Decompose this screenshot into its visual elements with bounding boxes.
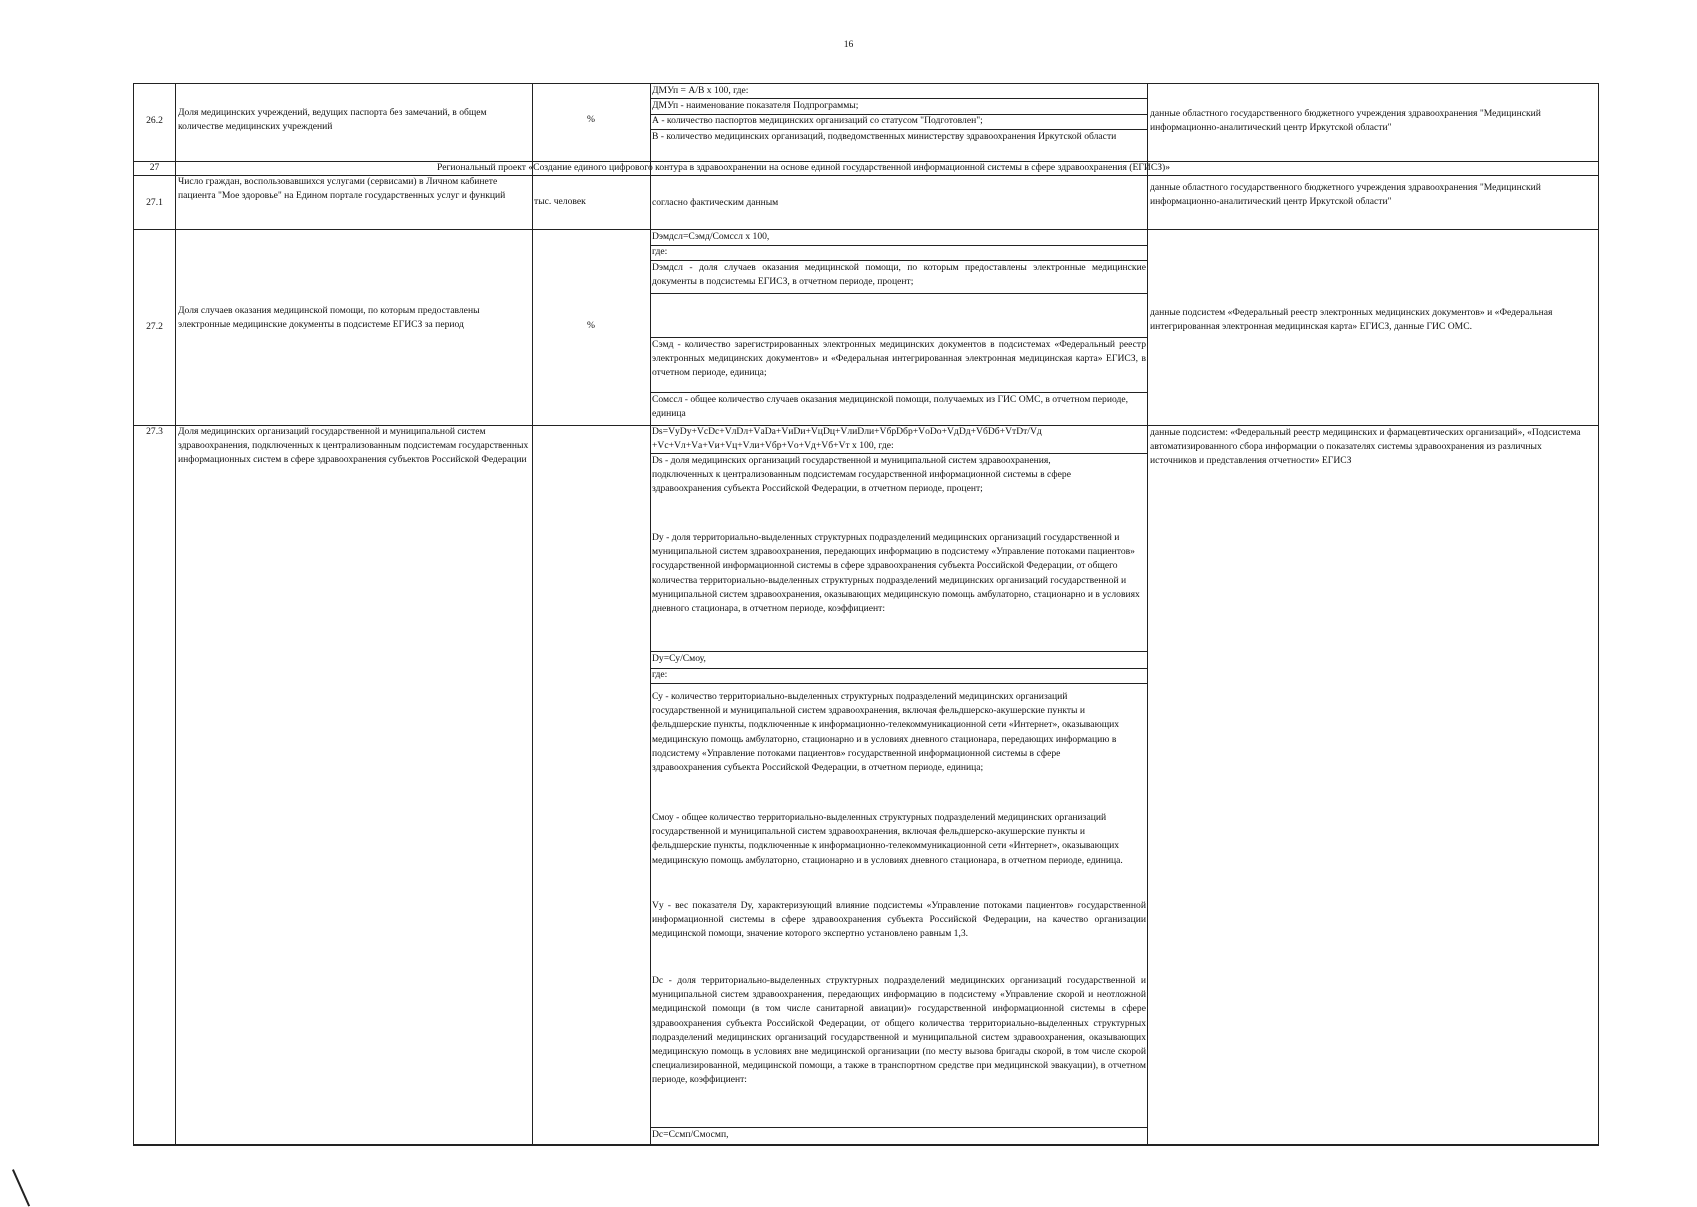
row-27-3-method-line: где: <box>652 669 668 680</box>
row-27-3-method-line: Смоу - общее количество территориально-выделенных структурных подразделений медицинских организаций государственной и муниципальной систем здравоохранения, включая фельдшерско-акушерские пункты и фельдшерские пункты, подключенные к информационно-телекоммуникационной сети «Интернет», оказывающих медицинскую помощь амбулаторно, стационарно и в условиях дневного стационара, в отчетном периоде, единица. <box>652 812 1123 866</box>
row-27-2-indicator-name: Доля случаев оказания медицинской помощи, по которым предоставлены электронные медицинские документы в подсистеме ЕГИСЗ за период <box>178 305 480 331</box>
col-divider-unit <box>650 83 651 1145</box>
row-27-2-formula: Dэмдсл=Сэмд/Сомсcл х 100, <box>652 231 770 242</box>
scan-mark <box>12 1169 30 1206</box>
row-27-3-indicator-name: Доля медицинских организаций государственной и муниципальной систем здравоохранения, подключенных к централизованным подсистемам государственных информационных систем в сфере здравоохранения субъектов Российской Федерации <box>178 426 529 466</box>
row-26-2-method-line: А - количество паспортов медицинских организаций со статусом "Подготовлен"; <box>652 115 983 126</box>
method-line-separator <box>650 651 1147 652</box>
col-divider-name <box>532 83 533 1145</box>
page-number: 16 <box>843 39 854 50</box>
row-27-2-method-line: где: <box>652 246 668 257</box>
table-bottom-border <box>133 1144 1599 1146</box>
row-27-3-method-line: Dс - доля территориально-выделенных структурных подразделений медицинских организаций государственной и муниципальной систем здравоохранения, передающих информацию в подсистему «Управление скорой и неотложной медицинской помощи (в том числе санитарной авиации)» государственной информационной системы в сфере здравоохранения субъекта Российской Федерации, от общего количества территориально-выделенных структурных подразделений медицинских организаций государственной и муниципальной систем здравоохранения, оказывающих медицинскую помощь в условиях вне медицинской организации (по месту вызова бригады скорой, в том числе скорой специализированной, медицинской помощи, а также в транспортном средстве при медицинской эвакуации), в отчетном периоде, коэффициент: <box>652 975 1146 1086</box>
row-27-3-method-line: Dс=Сcмп/Смосмп, <box>652 1129 729 1140</box>
row-27-3-method-line: Ds - доля медицинских организаций государственной и муниципальной систем здравоохранения, подключенных к централизованным подсистемам государственной информационной системы в сфере здравоохранения субъекта Российской Федерации, в отчетном периоде, процент; <box>652 455 1071 495</box>
row-27-3-method-line: Су - количество территориально-выделенных структурных подразделений медицинских организаций государственной и муниципальной систем здравоохранения, включая фельдшерско-акушерские пункты и фельдшерские пункты, подключенные к информационно-телекоммуникационной сети «Интернет», оказывающих медицинскую помощь амбулаторно, стационарно и в условиях дневного стационара, передающих информацию в подсистему «Управление потоками пациентов» государственной информационной системы в сфере здравоохранения субъекта Российской Федерации, в отчетном периоде, единица; <box>652 691 1120 774</box>
row-26-2-unit: % <box>587 114 595 125</box>
row-26-2-formula: ДМУп = А/В х 100, где: <box>652 85 749 96</box>
row-26-2-method-line: ДМУп - наименование показателя Подпрограммы; <box>652 100 859 111</box>
method-line-separator <box>650 668 1147 669</box>
row-27-2-method-line: Сомсcл - общее количество случаев оказания медицинской помощи, получаемых из ГИС ОМС, в отчетном периоде, единица <box>652 394 1129 420</box>
row-27-3-formula: Ds=VуDу+VсDс+VлDл+VаDа+VиDи+VцDц+VлиDли+VбрDбр+VоDо+VдDд+VбDб+VтDт/Vд +Vс+Vл+Vа+Vи+Vц+Vли+Vбр+Vо+Vд+Vб+Vт х 100, где: <box>652 426 1042 452</box>
row-27-3-number: 27.3 <box>146 426 163 437</box>
row-27-1-indicator-name: Число граждан, воспользовавшихся услугами (сервисами) в Личном кабинете пациента "Мое здоровье" на Едином портале государственных услуг и функций <box>178 176 506 202</box>
method-line-separator <box>650 293 1147 294</box>
row-27-2-method-line: Dэмдсл - доля случаев оказания медицинской помощи, по которым предоставлены электронные медицинские документы в подсистемы ЕГИСЗ, в отчетном периоде, процент; <box>652 262 1146 288</box>
row-27-2-method-line: Сэмд - количество зарегистрированных электронных медицинских документов в подсистемах «Федеральный реестр электронных медицинских документов» и «Федеральная интегрированная электронная медицинская карта» ЕГИСЗ, в отчетном периоде, единица; <box>652 339 1146 379</box>
method-line-separator <box>650 683 1147 684</box>
row-27-3-data-source: данные подсистем: «Федеральный реестр медицинских и фармацевтических организаций», «Подсистема автоматизированного сбора информации о показателях системы здравоохранения из различных источников и представления отчетности» ЕГИСЗ <box>1150 427 1581 467</box>
row-separator <box>133 229 1599 230</box>
row-27-number: 27 <box>149 162 160 173</box>
row-26-2-data-source: данные областного государственного бюджетного учреждения здравоохранения "Медицинский информационно-аналитический центр Иркутской области" <box>1150 108 1541 134</box>
method-line-separator <box>650 245 1147 246</box>
row-27-2-data-source: данные подсистем «Федеральный реестр электронных медицинских документов» и «Федеральная интегрированная электронная медицинская карта» ЕГИСЗ, данные ГИС ОМС. <box>1150 307 1553 333</box>
row-27-1-method: согласно фактическим данным <box>652 197 779 208</box>
row-27-1-number: 27.1 <box>146 197 163 208</box>
col-divider-method <box>1147 83 1148 1145</box>
row-27-project-title: Региональный проект «Создание единого цифрового контура в здравоохранении на основе единой государственной информационной системы в сфере здравоохранения (ЕГИСЗ)» <box>437 162 1171 173</box>
row-27-1-data-source: данные областного государственного бюджетного учреждения здравоохранения "Медицинский информационно-аналитический центр Иркутской области" <box>1150 182 1541 208</box>
row-27-2-unit: % <box>587 320 595 331</box>
row-27-3-method-line: Dу - доля территориально-выделенных структурных подразделений медицинских организаций государственной и муниципальной систем здравоохранения, передающих информацию в подсистему «Управление потоками пациентов» государственной информационной системы в сфере здравоохранения субъекта Российской Федерации, от общего количества территориально-выделенных структурных подразделений медицинских организаций государственной и муниципальной систем здравоохранения, оказывающих медицинскую помощь амбулаторно, стационарно и в условиях дневного стационара, в отчетном периоде, коэффициент: <box>652 532 1140 615</box>
row-27-1-unit: тыс. человек <box>534 196 586 207</box>
row-27-3-method-line: Dу=Су/Смоу, <box>652 653 706 664</box>
row-26-2-number: 26.2 <box>146 115 163 126</box>
row-27-3-method-line: Vу - вес показателя Dу, характеризующий влияние подсистемы «Управление потоками пациентов» государственной информационной системы в сфере здравоохранения субъекта Российской Федерации, на качество организации медицинской помощи, значение которого экспертно установлено равным 1,3. <box>652 900 1146 940</box>
row-26-2-method-line: В - количество медицинских организаций, подведомственных министерству здравоохранения Иркутской области <box>652 131 1117 142</box>
col-divider-num <box>175 83 176 1145</box>
row-27-2-number: 27.2 <box>146 321 163 332</box>
row-26-2-indicator-name: Доля медицинских учреждений, ведущих паспорта без замечаний, в общем количестве медицинских учреждений <box>178 107 487 133</box>
